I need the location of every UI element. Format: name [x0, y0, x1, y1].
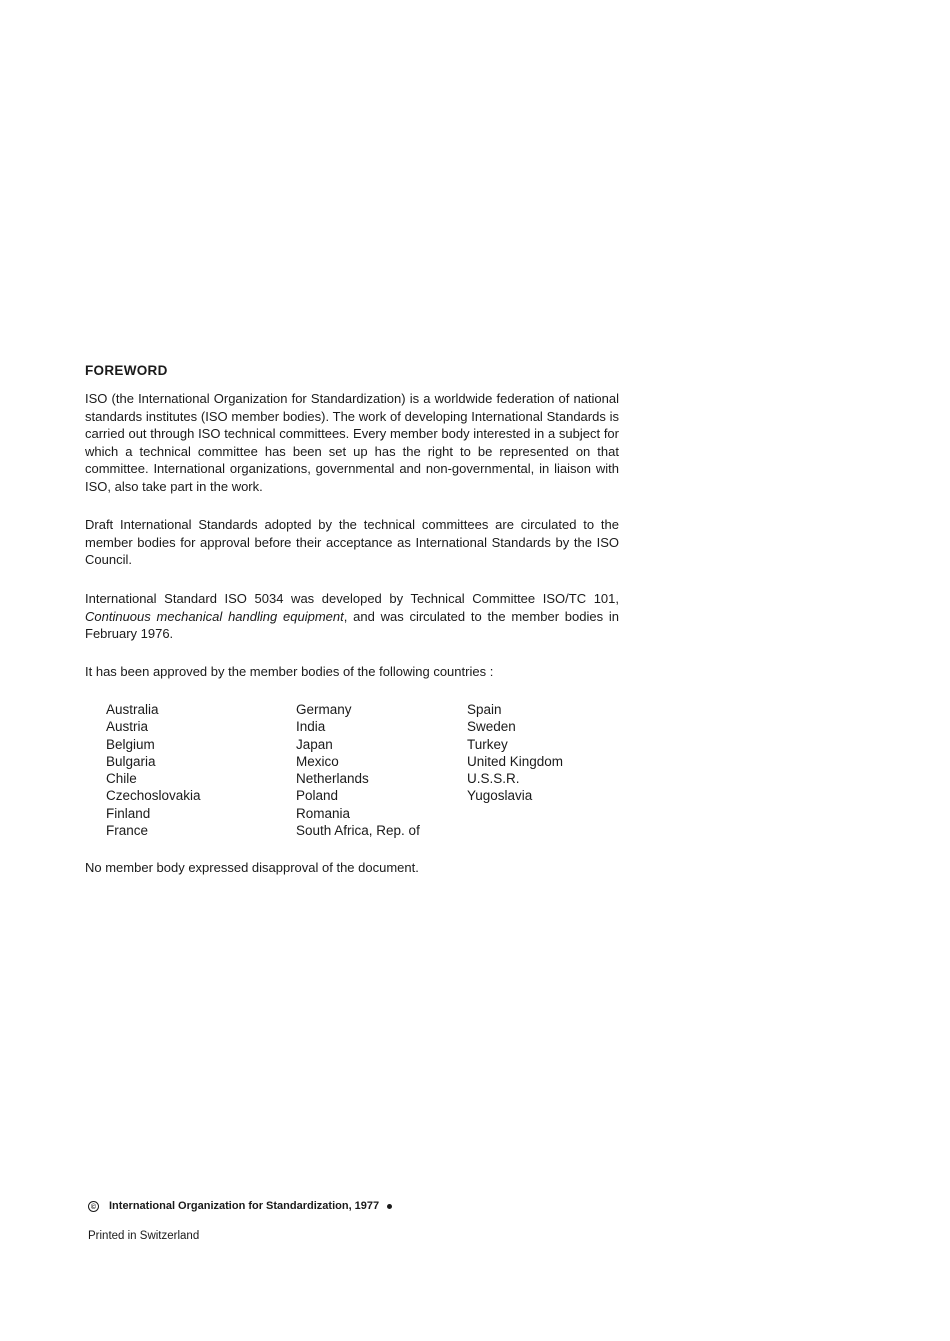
country-name: Poland: [296, 788, 339, 804]
country-column-3: [467, 701, 647, 839]
country-name: France: [106, 823, 149, 839]
copyright-line: [88, 1200, 392, 1212]
country-name: Spain: [467, 702, 502, 717]
country-name: U.S.S.R.: [467, 771, 520, 787]
country-name: Belgium: [106, 736, 155, 752]
copyright-icon: ©: [88, 1201, 99, 1212]
country-name: Bulgaria: [106, 753, 156, 769]
country-name: Germany: [296, 702, 352, 717]
country-name: South Africa, Rep. of: [296, 823, 420, 839]
country-name: Mexico: [296, 753, 339, 769]
paragraph-3-end: , and was circulated to the member bodies in February 1976.: [85, 608, 619, 641]
country-name: Finland: [106, 805, 151, 821]
country-list: [106, 701, 647, 839]
approval-intro: It has been approved by the member bodies of the following countries :: [85, 664, 494, 679]
country-name: Romania: [296, 805, 351, 821]
country-name: Japan: [296, 736, 333, 752]
country-name: Sweden: [467, 719, 516, 735]
foreword-heading: FOREWORD: [85, 363, 168, 378]
country-name: Australia: [106, 702, 159, 717]
country-name: India: [296, 719, 326, 735]
paragraph-3-start: International Standard ISO 5034 was developed by Technical Committee ISO/TC 101,: [85, 591, 619, 606]
country-name: Austria: [106, 719, 149, 735]
country-name: Netherlands: [296, 771, 369, 787]
printed-in: Printed in Switzerland: [88, 1230, 200, 1242]
foreword-paragraph-1: ISO (the International Organization for Standardization) is a worldwide federation of national standards institutes (ISO member bodies). The work of developing International Standards is carried out through ISO technical committees. Every member body interested in a subject for which a technical committee has been set up has the right to be represented on that committee. International organizations, governmental and non-governmental, in liaison with ISO, also take part in the work.: [85, 391, 619, 494]
copyright-text: International Organization for Standardization, 1977: [109, 1200, 380, 1212]
country-column-2: [296, 701, 467, 839]
foreword-paragraph-3: [85, 590, 619, 643]
foreword-paragraph-2: Draft International Standards adopted by the technical committees are circulated to the member bodies for approval before their acceptance as International Standards by the ISO Council.: [85, 517, 619, 567]
country-name: Yugoslavia: [467, 788, 533, 804]
disapproval-note: No member body expressed disapproval of the document.: [85, 860, 419, 875]
country-column-1: [106, 701, 296, 839]
committee-title: Continuous mechanical handling equipment: [85, 608, 344, 624]
country-name: Czechoslovakia: [106, 788, 201, 804]
country-name: United Kingdom: [467, 753, 564, 769]
country-name: Chile: [106, 771, 137, 787]
bullet-icon: [387, 1204, 392, 1209]
country-name: Turkey: [467, 736, 508, 752]
